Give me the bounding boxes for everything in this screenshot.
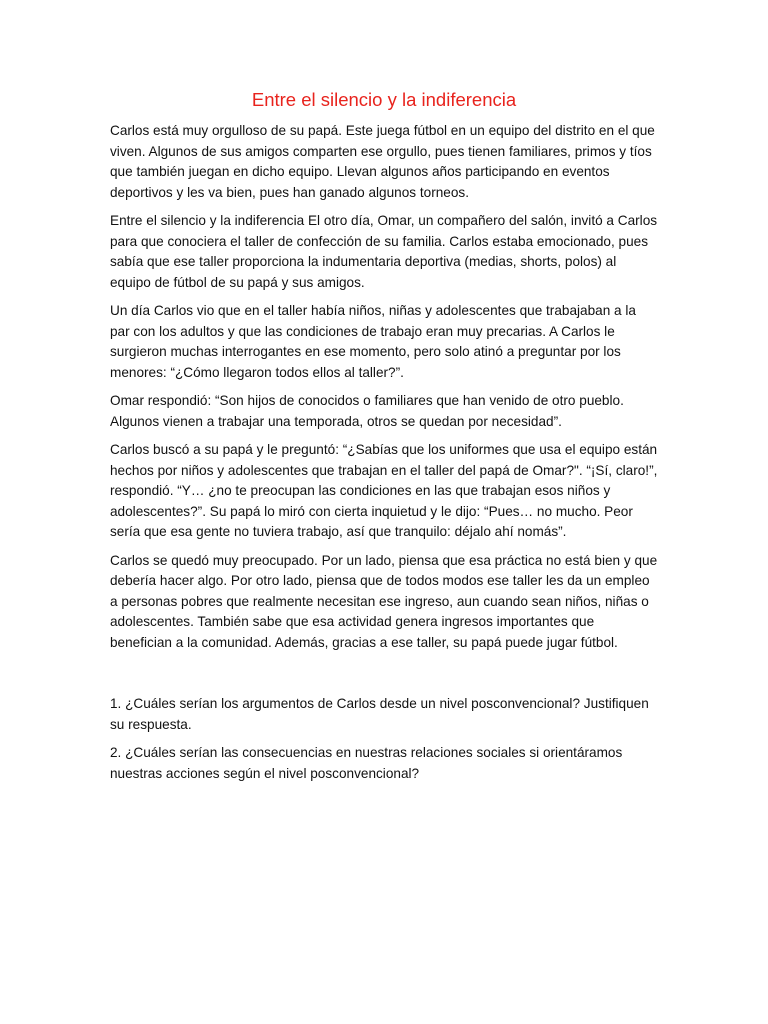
section-spacer xyxy=(110,661,658,694)
paragraph-5: Carlos buscó a su papá y le preguntó: “¿Sabías que los uniformes que usa el equipo están hechos por niños y adolescentes que trabajan en el taller del papá de Omar?". “¡Sí, claro!”, respondió. “Y… ¿no te preocupan las condiciones en las que trabajan esos niños y adolescentes?”. Su papá lo miró con cierta inquietud y le dijo: “Pues… no mucho. Peor sería que esa gente no tuviera trabajo, así que tranquilo: déjalo ahí nomás”. xyxy=(110,442,658,539)
question-1: 1. ¿Cuáles serían los argumentos de Carlos desde un nivel posconvencional? Justifiquen su respuesta. xyxy=(110,696,649,732)
document-title: Entre el silencio y la indiferencia xyxy=(251,89,517,110)
document-body xyxy=(110,121,658,792)
question-2: 2. ¿Cuáles serían las consecuencias en nuestras relaciones sociales si orientáramos nuestras acciones según el nivel posconvencional? xyxy=(110,745,623,781)
paragraph-4: Omar respondió: “Son hijos de conocidos o familiares que han venido de otro pueblo. Algunos vienen a trabajar una temporada, otros se quedan por necesidad”. xyxy=(110,393,624,429)
paragraph-6: Carlos se quedó muy preocupado. Por un lado, piensa que esa práctica no está bien y que debería hacer algo. Por otro lado, piensa que de todos modos ese taller les da un empleo a personas pobres que realmente necesitan ese ingreso, aun cuando sean niños, niñas o adolescentes. También sabe que esa actividad genera ingresos importantes que benefician a la comunidad. Además, gracias a ese taller, su papá puede jugar fútbol. xyxy=(110,552,658,650)
paragraph-3: Un día Carlos vio que en el taller había niños, niñas y adolescentes que trabajaban a la par con los adultos y que las condiciones de trabajo eran muy precarias. A Carlos le surgieron muchas interrogantes en ese momento, pero solo atinó a preguntar por los menores: “¿Cómo llegaron todos ellos al taller?”. xyxy=(110,303,636,380)
paragraph-2: Entre el silencio y la indiferencia El otro día, Omar, un compañero del salón, invitó a Carlos para que conociera el taller de confección de su familia. Carlos estaba emocionado, pues sabía que ese taller proporciona la indumentaria deportiva (medias, shorts, polos) al equipo de fútbol de su papá y sus amigos. xyxy=(110,213,658,290)
paragraph-1: Carlos está muy orgulloso de su papá. Este juega fútbol en un equipo del distrito en el que viven. Algunos de sus amigos comparten ese orgullo, pues tienen familiares, primos y tíos que también juegan en dicho equipo. Llevan algunos años participando en eventos deportivos y les va bien, pues han ganado algunos torneos. xyxy=(110,123,655,200)
